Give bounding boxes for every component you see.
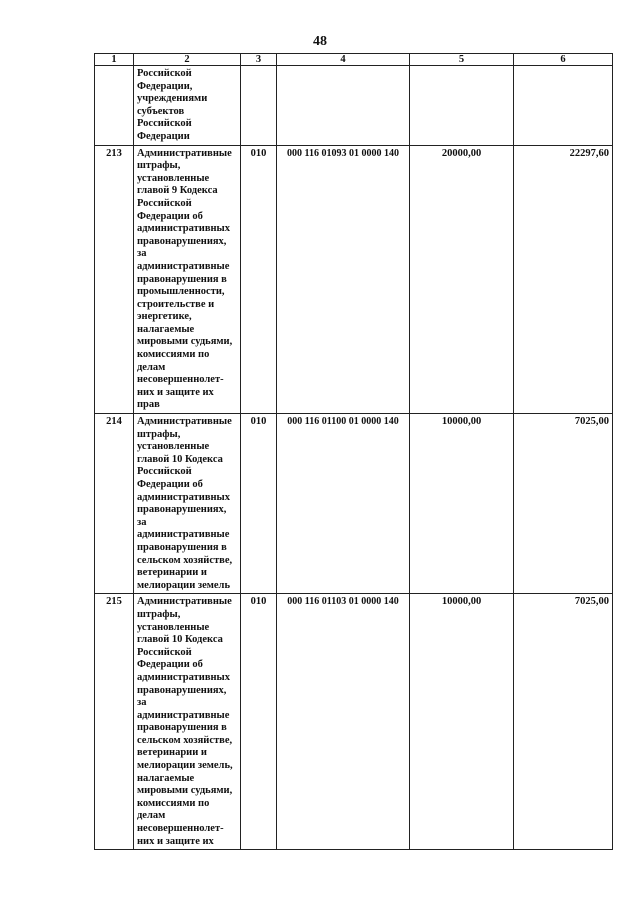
row-number: 213 [95, 145, 134, 413]
row-name: Административные штрафы, установленные главой 10 Кодекса Российской Федерации об административных правонарушениях, за административные правонарушения в сельском хозяйстве, ветеринарии и мелиорации земель [134, 414, 241, 594]
row-actual-value [514, 66, 613, 146]
table-row [95, 66, 613, 146]
row-number [95, 66, 134, 146]
row-actual-value: 7025,00 [514, 414, 613, 594]
row-plan-value [410, 66, 514, 146]
table-row [95, 594, 613, 850]
page-number: 48 [313, 34, 327, 49]
header-col-3: 3 [241, 54, 277, 66]
header-col-4: 4 [277, 54, 410, 66]
row-kbk: 000 116 01093 01 0000 140 [277, 145, 410, 413]
row-number: 214 [95, 414, 134, 594]
header-col-6: 6 [514, 54, 613, 66]
row-code: 010 [241, 414, 277, 594]
row-name: Административные штрафы, установленные главой 9 Кодекса Российской Федерации об административных правонарушениях, за административные правонарушения в промышленности, строительстве и энергетике, налагаемые мировыми судьями, комиссиями по делам несовершеннолет- них и защите их прав [134, 145, 241, 413]
header-col-1: 1 [95, 54, 134, 66]
row-code [241, 66, 277, 146]
row-actual-value: 7025,00 [514, 594, 613, 850]
row-plan-value: 20000,00 [410, 145, 514, 413]
row-actual-value: 22297,60 [514, 145, 613, 413]
row-kbk: 000 116 01100 01 0000 140 [277, 414, 410, 594]
row-number: 215 [95, 594, 134, 850]
header-col-2: 2 [134, 54, 241, 66]
header-row [95, 54, 613, 66]
row-name: Административные штрафы, установленные главой 10 Кодекса Российской Федерации об административных правонарушениях, за административные правонарушения в сельском хозяйстве, ветеринарии и мелиорации земель, налагаемые мировыми судьями, комиссиями по делам несовершеннолет- них и защите их [134, 594, 241, 850]
table-row [95, 414, 613, 594]
row-code: 010 [241, 594, 277, 850]
row-name: Российской Федерации, учреждениями субъектов Российской Федерации [134, 66, 241, 146]
row-code: 010 [241, 145, 277, 413]
table-row [95, 145, 613, 413]
row-kbk: 000 116 01103 01 0000 140 [277, 594, 410, 850]
budget-revenue-table [94, 53, 613, 850]
header-col-5: 5 [410, 54, 514, 66]
row-kbk [277, 66, 410, 146]
row-plan-value: 10000,00 [410, 594, 514, 850]
table-header [95, 54, 613, 66]
row-plan-value: 10000,00 [410, 414, 514, 594]
